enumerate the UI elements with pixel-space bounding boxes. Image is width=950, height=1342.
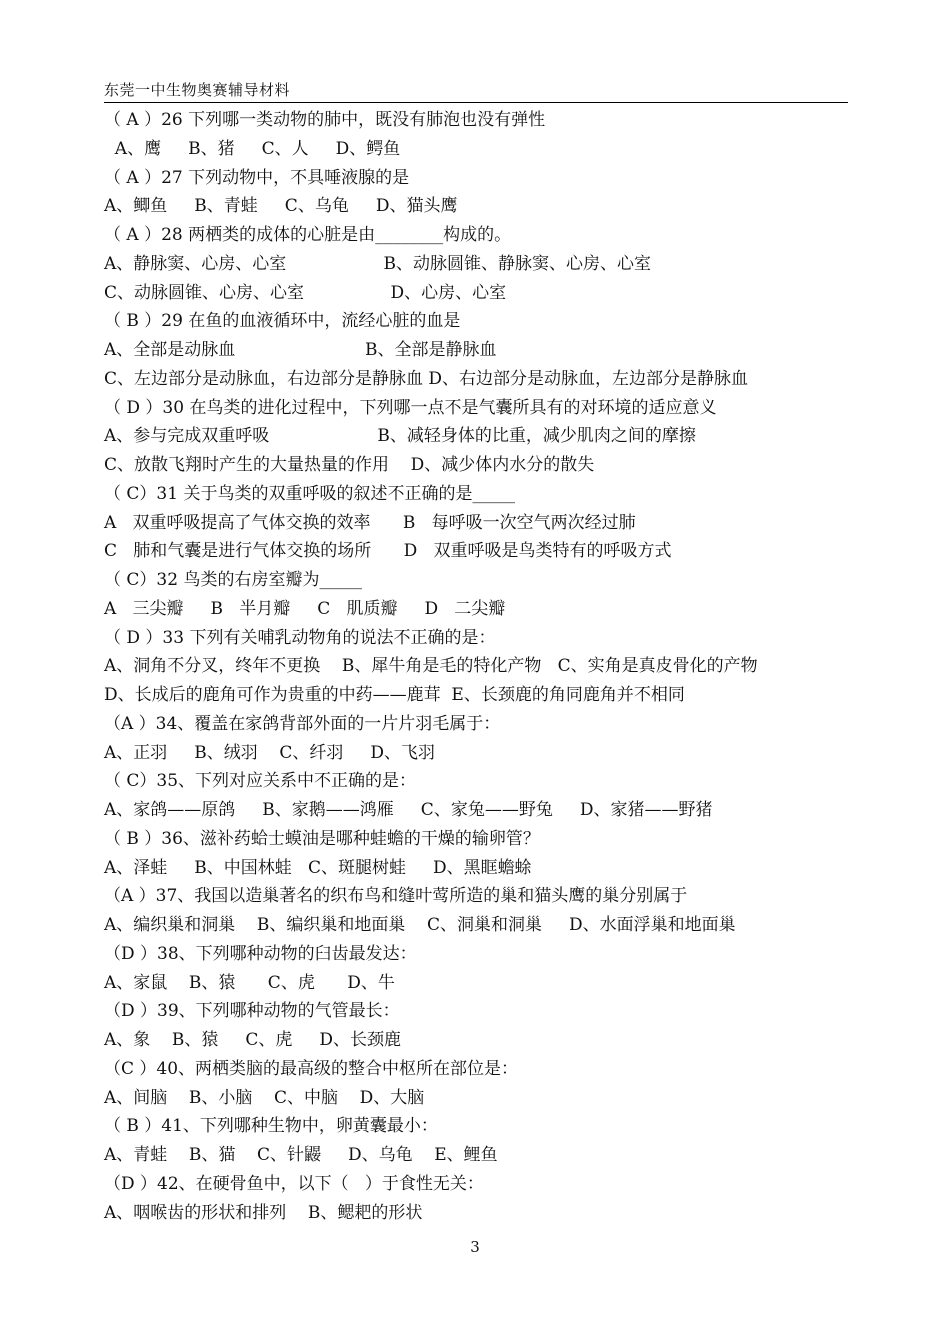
question-list — [104, 106, 864, 1227]
options-27: A、鲫鱼 B、青蛙 C、乌龟 D、猫头鹰 — [104, 196, 458, 217]
options-29-ab: A、全部是动脉血 B、全部是静脉血 — [104, 340, 497, 360]
options-30-ab: A、参与完成双重呼吸 B、减轻身体的比重，减少肌肉之间的摩擦 — [104, 426, 696, 447]
question-37: （A ）37、我国以造巢著名的织布鸟和缝叶莺所造的巢和猫头鹰的巢分别属于 — [104, 886, 688, 907]
question-29: （ B ）29 在鱼的血液循环中，流经心脏的血是 — [104, 311, 461, 332]
question-39: （D ）39、下列哪种动物的气管最长： — [104, 1001, 400, 1022]
options-30-cd: C、放散飞翔时产生的大量热量的作用 D、减少体内水分的散失 — [104, 455, 595, 475]
options-29-cd: C、左边部分是动脉血，右边部分是静脉血 D、右边部分是动脉血，左边部分是静脉血 — [104, 368, 749, 389]
options-38: A、家鼠 B、猿 C、虎 D、牛 — [104, 972, 395, 993]
question-40: （C ）40、两栖类脑的最高级的整合中枢所在部位是： — [104, 1058, 519, 1079]
options-42: A、咽喉齿的形状和排列 B、鳃耙的形状 — [104, 1202, 423, 1223]
question-26: （ A ）26 下列哪一类动物的肺中，既没有肺泡也没有弹性 — [104, 110, 546, 130]
question-32: （ C）32 鸟类的右房室瓣为_____ — [104, 570, 362, 590]
options-31-ab: A 双重呼吸提高了气体交换的效率 B 每呼吸一次空气两次经过肺 — [104, 512, 636, 533]
options-31-cd: C 肺和气囊是进行气体交换的场所 D 双重呼吸是鸟类特有的呼吸方式 — [104, 541, 672, 562]
options-40: A、间脑 B、小脑 C、中脑 D、大脑 — [104, 1087, 425, 1108]
header-title: 东莞一中生物奥赛辅导材料 — [104, 81, 291, 99]
options-26: A、鹰 B、猪 C、人 D、鳄鱼 — [104, 138, 401, 159]
question-27: （ A ）27 下列动物中，不具唾液腺的是 — [104, 167, 410, 188]
options-35: A、家鸽——原鸽 B、家鹅——鸿雁 C、家兔——野兔 D、家猪——野猪 — [104, 800, 713, 820]
options-32: A 三尖瓣 B 半月瓣 C 肌质瓣 D 二尖瓣 — [104, 598, 506, 619]
question-31: （ C）31 关于鸟类的双重呼吸的叙述不正确的是_____ — [104, 483, 515, 504]
options-34: A、正羽 B、绒羽 C、纤羽 D、飞羽 — [104, 742, 436, 763]
question-34: （A ）34、覆盖在家鸽背部外面的一片片羽毛属于： — [104, 713, 501, 734]
page-header — [104, 78, 848, 103]
options-37: A、编织巢和洞巢 B、编织巢和地面巢 C、洞巢和洞巢 D、水面浮巢和地面巢 — [104, 915, 736, 935]
question-33: （ D ）33 下列有关哺乳动物角的说法不正确的是： — [104, 627, 496, 648]
options-41: A、青蛙 B、猫 C、针鼹 D、乌龟 E、鲤鱼 — [104, 1145, 498, 1165]
options-39: A、象 B、猿 C、虎 D、长颈鹿 — [104, 1030, 402, 1050]
options-36: A、泽蛙 B、中国林蛙 C、斑腿树蛙 D、黑眶蟾蜍 — [104, 857, 532, 878]
question-36: （ B ）36、滋补药蛤士蟆油是哪种蛙蟾的干燥的输卵管？ — [104, 828, 540, 849]
question-41: （ B ）41、下列哪种生物中，卵黄囊最小： — [104, 1116, 438, 1137]
options-28-ab: A、静脉窦、心房、心室 B、动脉圆锥、静脉窦、心房、心室 — [104, 253, 652, 274]
question-38: （D ）38、下列哪种动物的臼齿最发达： — [104, 943, 417, 964]
options-33-abc: A、洞角不分叉，终年不更换 B、犀牛角是毛的特化产物 C、实角是真皮骨化的产物 — [104, 656, 758, 677]
question-35: （ C）35、下列对应关系中不正确的是： — [104, 771, 417, 792]
page-number: 3 — [470, 1238, 480, 1256]
options-33-de: D、长成后的鹿角可作为贵重的中药——鹿茸 E、长颈鹿的角同鹿角并不相同 — [104, 685, 685, 705]
options-28-cd: C、动脉圆锥、心房、心室 D、心房、心室 — [104, 282, 507, 303]
question-28: （ A ）28 两栖类的成体的心脏是由________构成的。 — [104, 225, 512, 245]
question-30: （ D ）30 在鸟类的进化过程中，下列哪一点不是气囊所具有的对环境的适应意义 — [104, 397, 717, 418]
question-42: （D ）42、在硬骨鱼中，以下（ ）于食性无关： — [104, 1173, 484, 1194]
